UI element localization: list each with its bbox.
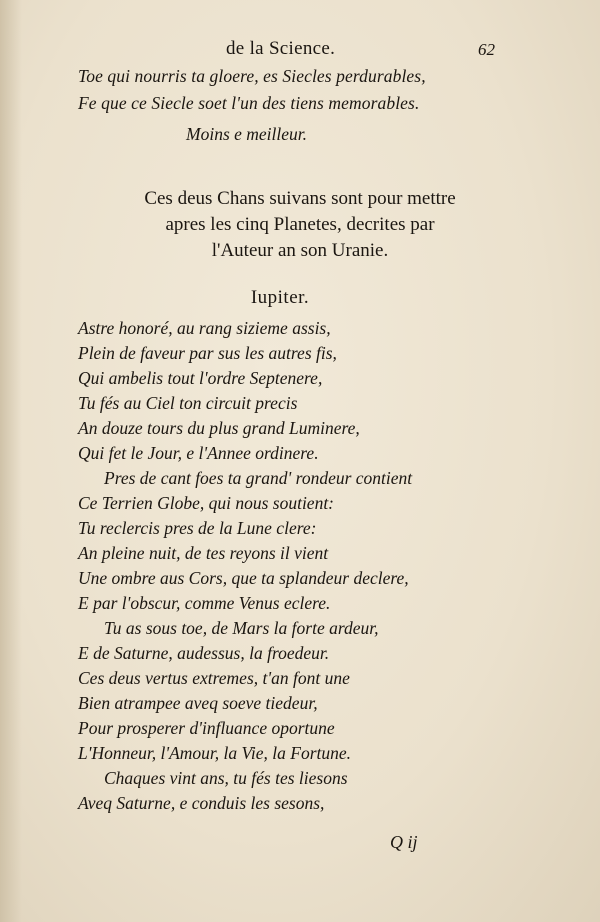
- poem-line: Tu fés au Ciel ton circuit precis: [78, 393, 298, 413]
- section-heading: [0, 186, 600, 264]
- poem-line: E de Saturne, audessus, la froedeur.: [78, 643, 330, 663]
- poem-line: Astre honoré, au rang sizieme assis,: [78, 318, 331, 338]
- verse-line: Toe qui nourris ta gloere, es Siecles perdurables,: [78, 66, 426, 86]
- heading-line: Ces deus Chans suivans sont pour mettre: [144, 188, 456, 209]
- poem-line: Tu as sous toe, de Mars la forte ardeur,: [104, 618, 379, 638]
- poem-line: Bien atrampee aveq soeve tiedeur,: [78, 693, 318, 713]
- poem-line: Chaques vint ans, tu fés tes liesons: [104, 768, 348, 788]
- signature-mark: Q ij: [390, 832, 418, 852]
- poem-line: Ce Terrien Globe, qui nous soutient:: [78, 493, 335, 513]
- poem-line: Pour prosperer d'influance oportune: [78, 718, 335, 738]
- poem-line: Plein de faveur par sus les autres fis,: [78, 343, 337, 363]
- page-number: 62: [478, 40, 495, 59]
- verse-line: Fe que ce Siecle soet l'un des tiens memorables.: [78, 93, 420, 113]
- poem-line: Aveq Saturne, e conduis les sesons,: [78, 793, 325, 813]
- poem-line: An pleine nuit, de tes reyons il vient: [78, 543, 329, 563]
- poem-line: L'Honneur, l'Amour, la Vie, la Fortune.: [78, 743, 352, 763]
- poem-line: Qui fet le Jour, e l'Annee ordinere.: [78, 443, 319, 463]
- poem-line: An douze tours du plus grand Luminere,: [78, 418, 360, 438]
- poem-line: Qui ambelis tout l'ordre Septenere,: [78, 368, 323, 388]
- page-gutter: [0, 0, 22, 922]
- poem-line: Une ombre aus Cors, que ta splandeur declere,: [78, 568, 409, 588]
- poem-line: Ces deus vertus extremes, t'an font une: [78, 668, 350, 688]
- heading-line: apres les cinq Planetes, decrites par: [165, 214, 435, 235]
- motto: Moins e meilleur.: [186, 124, 308, 144]
- poem-title: Iupiter.: [250, 287, 310, 308]
- poem-line: E par l'obscur, comme Venus eclere.: [78, 593, 331, 613]
- heading-line: l'Auteur an son Uranie.: [211, 240, 389, 261]
- poem-line: Tu reclercis pres de la Lune clere:: [78, 518, 317, 538]
- poem-line: Pres de cant foes ta grand' rondeur contient: [104, 468, 413, 488]
- running-head: de la Science.: [226, 38, 336, 59]
